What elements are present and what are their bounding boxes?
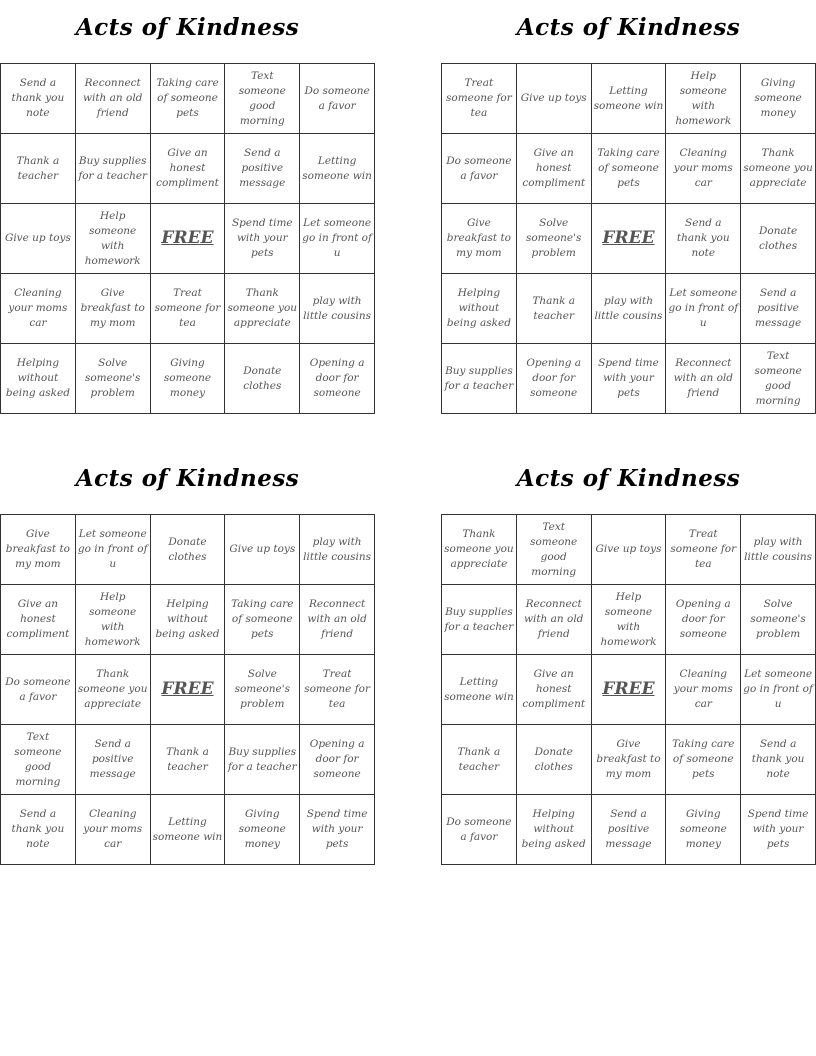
bingo-cell: Let someone go in front of u: [741, 655, 816, 725]
bingo-cell: Letting someone win: [442, 655, 517, 725]
bingo-cell: Reconnect with an old friend: [300, 585, 375, 655]
bingo-cell: Treat someone for tea: [666, 515, 741, 585]
bingo-cell: Help someone with homework: [592, 585, 667, 655]
bingo-cell: Solve someone's problem: [225, 655, 300, 725]
free-space: FREE: [151, 655, 226, 725]
bingo-cell: Give breakfast to my mom: [592, 725, 667, 795]
bingo-cell: Let someone go in front of u: [76, 515, 151, 585]
bingo-cell: Thank someone you appreciate: [76, 655, 151, 725]
bingo-cell: Taking care of someone pets: [151, 64, 226, 134]
bingo-cell: Buy supplies for a teacher: [442, 585, 517, 655]
bingo-cell: Send a positive message: [225, 134, 300, 204]
bingo-cell: Give up toys: [225, 515, 300, 585]
bingo-cell: Let someone go in front of u: [300, 204, 375, 274]
bingo-cell: Cleaning your moms car: [666, 134, 741, 204]
bingo-cell: Send a thank you note: [666, 204, 741, 274]
bingo-cell: Send a thank you note: [1, 795, 76, 865]
bingo-cell: Giving someone money: [666, 795, 741, 865]
bingo-cell: play with little cousins: [300, 274, 375, 344]
bingo-cell: Text someone good morning: [517, 515, 592, 585]
bingo-cell: Opening a door for someone: [300, 344, 375, 414]
bingo-cell: Helping without being asked: [1, 344, 76, 414]
bingo-cell: Do someone a favor: [442, 795, 517, 865]
bingo-cell: Solve someone's problem: [76, 344, 151, 414]
bingo-cell: play with little cousins: [300, 515, 375, 585]
card-title: Acts of Kindness: [75, 14, 300, 41]
bingo-cell: Send a positive message: [76, 725, 151, 795]
bingo-cell: Spend time with your pets: [741, 795, 816, 865]
bingo-cell: Giving someone money: [151, 344, 226, 414]
bingo-cell: Helping without being asked: [442, 274, 517, 344]
bingo-cell: Letting someone win: [300, 134, 375, 204]
bingo-grid: [441, 514, 816, 865]
bingo-cell: Give an honest compliment: [151, 134, 226, 204]
bingo-cell: Give breakfast to my mom: [76, 274, 151, 344]
bingo-cell: Help someone with homework: [666, 64, 741, 134]
bingo-cell: Do someone a favor: [1, 655, 76, 725]
bingo-cell: Text someone good morning: [225, 64, 300, 134]
bingo-cell: Buy supplies for a teacher: [225, 725, 300, 795]
bingo-cell: Thank a teacher: [1, 134, 76, 204]
bingo-grid: [0, 63, 375, 414]
bingo-cell: Thank someone you appreciate: [225, 274, 300, 344]
bingo-cell: Buy supplies for a teacher: [76, 134, 151, 204]
bingo-cell: Give up toys: [592, 515, 667, 585]
bingo-cell: Give an honest compliment: [1, 585, 76, 655]
bingo-cell: Give an honest compliment: [517, 655, 592, 725]
bingo-cell: Treat someone for tea: [442, 64, 517, 134]
bingo-cell: Send a thank you note: [1, 64, 76, 134]
bingo-cell: Let someone go in front of u: [666, 274, 741, 344]
bingo-cell: Thank a teacher: [151, 725, 226, 795]
bingo-cell: Donate clothes: [517, 725, 592, 795]
bingo-cell: Buy supplies for a teacher: [442, 344, 517, 414]
bingo-grid: [0, 514, 375, 865]
bingo-cell: Thank someone you appreciate: [741, 134, 816, 204]
card-title: Acts of Kindness: [75, 465, 300, 492]
bingo-cell: Reconnect with an old friend: [76, 64, 151, 134]
bingo-cell: Reconnect with an old friend: [517, 585, 592, 655]
bingo-cell: Opening a door for someone: [666, 585, 741, 655]
bingo-cell: Solve someone's problem: [741, 585, 816, 655]
free-space: FREE: [592, 655, 667, 725]
bingo-cell: Solve someone's problem: [517, 204, 592, 274]
bingo-cell: Text someone good morning: [1, 725, 76, 795]
bingo-cell: Do someone a favor: [300, 64, 375, 134]
bingo-cell: Opening a door for someone: [517, 344, 592, 414]
bingo-cell: Taking care of someone pets: [666, 725, 741, 795]
bingo-cell: Letting someone win: [151, 795, 226, 865]
card-title: Acts of Kindness: [516, 465, 741, 492]
bingo-cell: Spend time with your pets: [300, 795, 375, 865]
bingo-cell: Helping without being asked: [151, 585, 226, 655]
bingo-cell: Thank someone you appreciate: [442, 515, 517, 585]
bingo-cell: Thank a teacher: [517, 274, 592, 344]
bingo-cell: Do someone a favor: [442, 134, 517, 204]
bingo-cell: Giving someone money: [741, 64, 816, 134]
bingo-cell: Give an honest compliment: [517, 134, 592, 204]
bingo-cell: Spend time with your pets: [225, 204, 300, 274]
bingo-cell: Donate clothes: [151, 515, 226, 585]
bingo-cell: play with little cousins: [592, 274, 667, 344]
bingo-cell: Letting someone win: [592, 64, 667, 134]
bingo-cell: Spend time with your pets: [592, 344, 667, 414]
bingo-cell: Text someone good morning: [741, 344, 816, 414]
bingo-cell: Cleaning your moms car: [1, 274, 76, 344]
bingo-cell: Send a positive message: [592, 795, 667, 865]
bingo-cell: Donate clothes: [225, 344, 300, 414]
bingo-cell: Opening a door for someone: [300, 725, 375, 795]
bingo-cell: Reconnect with an old friend: [666, 344, 741, 414]
bingo-cell: Cleaning your moms car: [666, 655, 741, 725]
bingo-cell: Help someone with homework: [76, 204, 151, 274]
bingo-cell: Treat someone for tea: [151, 274, 226, 344]
bingo-cell: play with little cousins: [741, 515, 816, 585]
bingo-cell: Give up toys: [1, 204, 76, 274]
bingo-cell: Help someone with homework: [76, 585, 151, 655]
bingo-cell: Taking care of someone pets: [592, 134, 667, 204]
bingo-cell: Giving someone money: [225, 795, 300, 865]
free-space: FREE: [151, 204, 226, 274]
bingo-cell: Give up toys: [517, 64, 592, 134]
free-space: FREE: [592, 204, 667, 274]
bingo-cell: Donate clothes: [741, 204, 816, 274]
bingo-cell: Cleaning your moms car: [76, 795, 151, 865]
bingo-cell: Thank a teacher: [442, 725, 517, 795]
bingo-cell: Helping without being asked: [517, 795, 592, 865]
card-title: Acts of Kindness: [516, 14, 741, 41]
bingo-cell: Send a thank you note: [741, 725, 816, 795]
bingo-cell: Taking care of someone pets: [225, 585, 300, 655]
bingo-cell: Give breakfast to my mom: [1, 515, 76, 585]
bingo-cell: Treat someone for tea: [300, 655, 375, 725]
bingo-cell: Send a positive message: [741, 274, 816, 344]
bingo-cell: Give breakfast to my mom: [442, 204, 517, 274]
bingo-grid: [441, 63, 816, 414]
